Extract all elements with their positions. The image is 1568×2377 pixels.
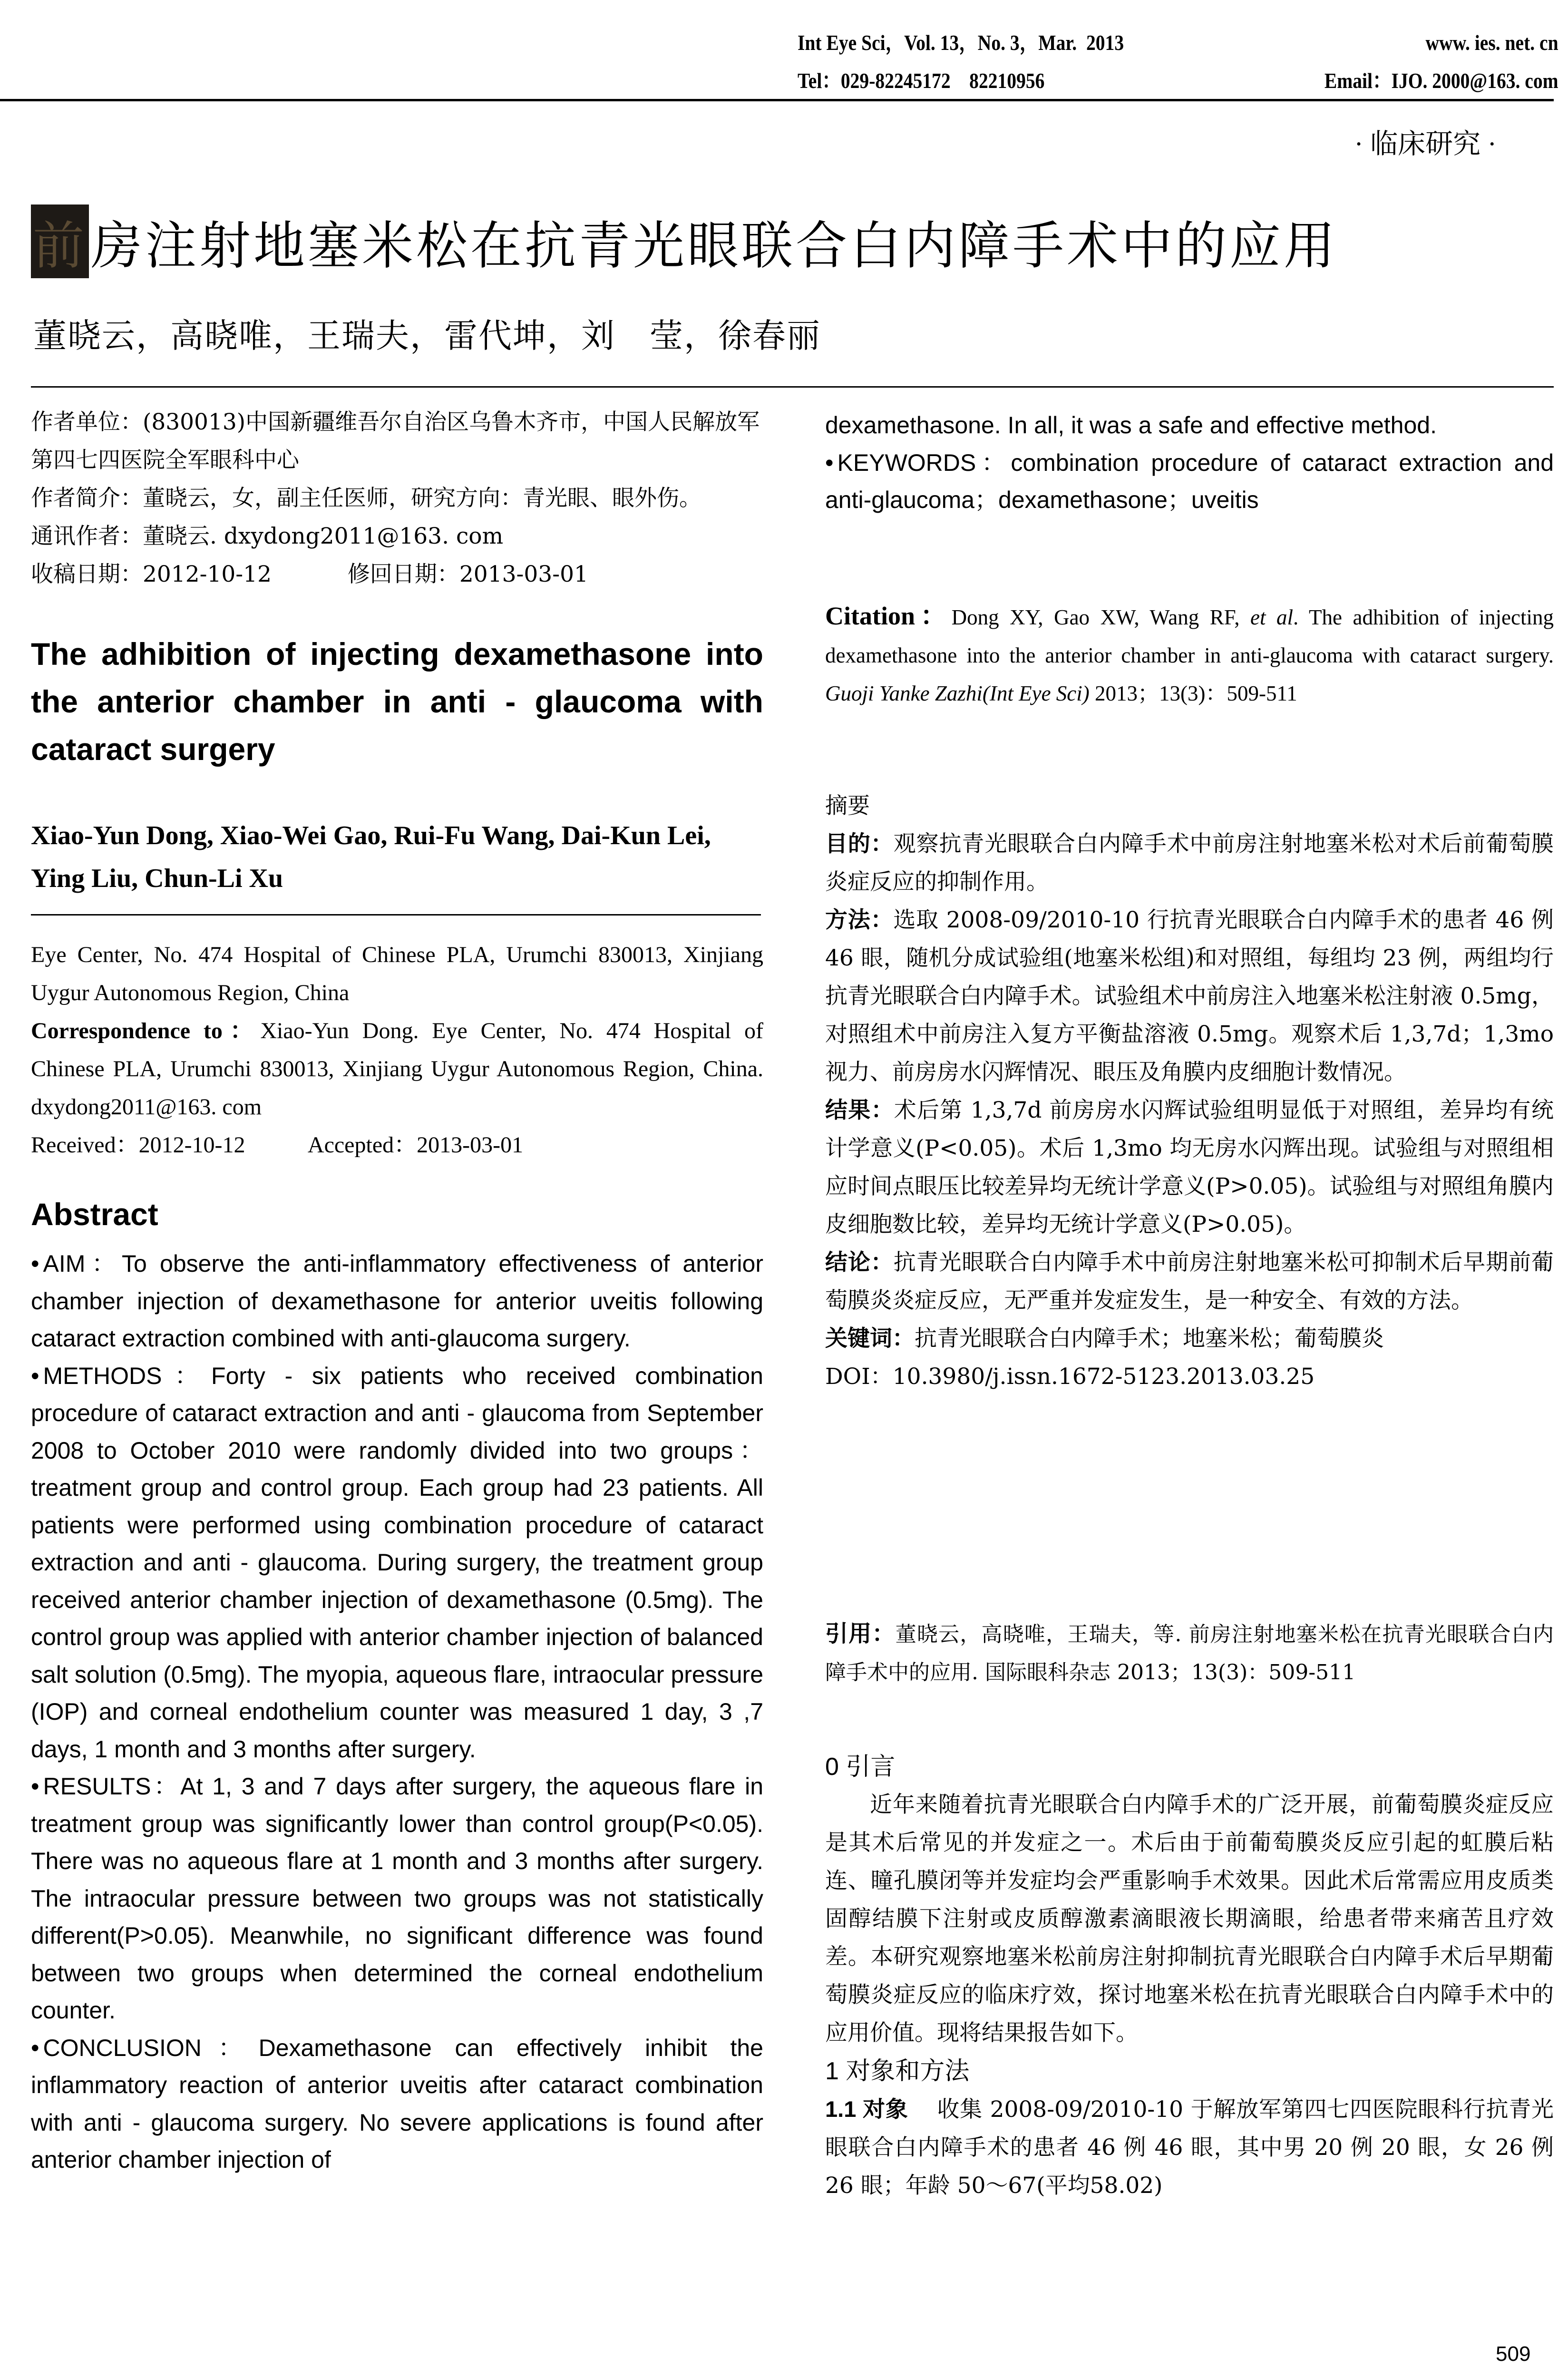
english-affiliation [31,936,763,1164]
cn-methods [825,901,1554,1091]
keywords-label: KEYWORDS： [837,449,1011,476]
results-text: At 1, 3 and 7 days after surgery, the aqueous flare in treatment group was significantly lower than control group(P<0.05). There was no aqueous flare at 1 month and 3 months after surgery. The intraocular pressure between two groups was not statistically different(P>0.05). Meanwhile, no significant difference was found between two groups when determined the corneal endothelium counter. [31,1773,763,2024]
bullet-icon: • [31,1773,39,1800]
citation-text-pre: Dong XY, Gao XW, Wang RF, [951,605,1251,629]
cn-conclusion-label: 结论： [825,1249,894,1276]
chinese-authors: 董晓云，高晓唯，王瑞夫，雷代坤，刘 莹，徐春丽 [33,316,821,355]
conclusion-label: CONCLUSION： [43,2034,259,2061]
header-rule [0,99,1554,101]
authors-rule [31,386,1554,388]
methods-section-heading: 1 对象和方法 [825,2057,970,2085]
author-bio: 作者简介：董晓云，女，副主任医师，研究方向：青光眼、眼外伤。 [31,485,701,511]
abstract-conclusion [31,2029,763,2179]
cn-abstract-heading: 摘要 [825,793,870,819]
journal-email[interactable]: Email：IJO. 2000@163. com [1324,68,1558,93]
intro-heading: 0 引言 [825,1753,896,1781]
intro-paragraph: 近年来随着抗青光眼联合白内障手术的广泛开展，前葡萄膜炎症反应是其术后常见的并发症之一。术后由于前葡萄膜炎反应引起的虹膜后粘连、瞳孔膜闭等并发症均会严重影响手术效果。因此术后常需应用皮质类固醇结膜下注射或皮质醇激素滴眼液长期滴眼，给患者带来痛苦且疗效差。本研究观察地塞米松前房注射抑制抗青光眼联合白内障手术后早期葡萄膜炎症反应的临床疗效，探讨地塞米松在抗青光眼联合白内障手术中的应用价值。现将结果报告如下。 [825,1792,1554,2046]
bullet-icon: • [31,1362,39,1389]
eye-center-address: Eye Center, No. 474 Hospital of Chinese PLA, Urumchi 830013, Xinjiang Uygur Autonomous Region, China [31,942,763,1005]
revised-date-cn: 修回日期：2013-03-01 [347,561,588,587]
chinese-abstract [825,787,1554,1396]
cn-keywords-text: 抗青光眼联合白内障手术；地塞米松；葡萄膜炎 [915,1325,1384,1352]
journal-issue: Int Eye Sci，Vol. 13，No. 3，Mar. 2013 [798,30,1124,55]
running-head-line-2 [798,62,1568,100]
cn-aim [825,825,1554,901]
dates-en [31,1126,763,1164]
bullet-icon: • [825,449,834,476]
methods-label: METHODS： [43,1362,212,1389]
aim-label: AIM： [43,1250,122,1277]
citation-text-mid: . The adhibition of injecting dexamethasone into the anterior chamber in anti-glaucoma with cataract surgery. [825,605,1554,667]
citation-en [825,597,1554,712]
section-tag: · 临床研究 · [1354,128,1497,159]
abstract-keywords [825,444,1554,519]
abstract-body [31,1245,763,2179]
bullet-icon: • [31,2034,39,2061]
abstract-methods [31,1357,763,1768]
accepted-date-en: Accepted：2013-03-01 [307,1132,524,1158]
english-authors: Xiao-Yun Dong, Xiao-Wei Gao, Rui-Fu Wang, Dai-Kun Lei, Ying Liu, Chun-Li Xu [31,821,711,893]
citation-et-al: et al [1250,605,1294,629]
cn-methods-label: 方法： [825,907,894,933]
abstract-heading: Abstract [31,1197,158,1232]
chinese-citation [825,1615,1554,1692]
subjects-text: 收集 2008-09/2010-10 于解放军第四七四医院眼科行抗青光眼联合白内障手术的患者 46 例 46 眼，其中男 20 例 20 眼，女 26 例 26 眼；年龄 50～67(平均58.02) [825,2096,1554,2199]
keywords-text: combination procedure of cataract extraction and anti-glaucoma；dexamethasone；uveitis [825,449,1554,513]
dates-cn [31,555,763,594]
cn-conclusion [825,1244,1554,1320]
citation-label: Citation： [825,602,952,630]
abstract-continued [825,407,1554,519]
journal-tel: Tel：029-82245172 82210956 [798,68,1045,93]
cn-aim-label: 目的： [825,831,894,857]
citation-text-post: 2013；13(3)：509-511 [1089,682,1297,705]
cn-results-text: 术后第 1,3,7d 前房房水闪辉试验组明显低于对照组，差异均有统计学意义(P<0.05)。术后 1,3mo 均无房水闪辉出现。试验组与对照组相应时间点眼压比较差异均无统计学意义(P>0.05)。试验组与对照组角膜内皮细胞数比较，差异均无统计学意义(P>0.05)。 [825,1097,1554,1237]
author-unit: 作者单位：(830013)中国新疆维吾尔自治区乌鲁木齐市，中国人民解放军第四七四医院全军眼科中心 [31,409,760,473]
running-head [798,24,1568,100]
title-first-char: 前 [31,205,89,278]
page-number: 509 [1496,2342,1531,2366]
subjects-paragraph [825,2090,1554,2205]
cn-keywords [825,1320,1554,1358]
abstract-aim [31,1245,763,1357]
aim-text: To observe the anti-inflammatory effectiveness of anterior chamber injection of dexamethasone for anterior uveitis following cataract extraction combined with anti-glaucoma surgery. [31,1250,763,1352]
doi[interactable]: DOI：10.3980/j.issn.1672-5123.2013.03.25 [825,1364,1315,1390]
running-head-line-1 [798,24,1568,62]
cn-results-label: 结果： [825,1097,894,1123]
title-rest: 房注射地塞米松在抗青光眼联合白内障手术中的应用 [91,216,1338,276]
bullet-icon: • [31,1250,39,1277]
english-title: The adhibition of injecting dexamethasone into the anterior chamber in anti - glaucoma with cataract surgery [31,636,763,767]
correspondence [31,1012,763,1126]
chinese-affiliation [31,403,763,594]
conclusion-text-part2: dexamethasone. In all, it was a safe and effective method. [825,412,1437,438]
journal-website[interactable]: www. ies. net. cn [1425,30,1558,55]
correspondence-text: Xiao-Yun Dong. Eye Center, No. 474 Hospital of Chinese PLA, Urumchi 830013, Xinjiang Uygur Autonomous Region, China. dxydong2011@163. com [31,1018,763,1120]
methods-text: Forty - six patients who received combination procedure of cataract extraction and anti - glaucoma from September 2008 to October 2010 were randomly divided into two groups：treatment group and control group. Each group had 23 patients. All patients were performed using combination procedure of cataract extraction and anti - glaucoma. During surgery, the treatment group received anterior chamber injection of dexamethasone (0.5mg). The control group was applied with anterior chamber injection of balanced salt solution (0.5mg). The myopia, aqueous flare, intraocular pressure (IOP) and corneal endothelium counter was measured 1 day, 3 ,7 days, 1 month and 3 months after surgery. [31,1362,763,1763]
cn-keywords-label: 关键词： [825,1325,915,1352]
chinese-title [31,205,1338,278]
received-date-cn: 收稿日期：2012-10-12 [31,561,272,587]
conclusion-text-part1: Dexamethasone can effectively inhibit the inflammatory reaction of anterior uveitis after cataract combination with anti - glaucoma surgery. No severe applications is found after anterior chamber injection of [31,2034,763,2173]
cn-conclusion-text: 抗青光眼联合白内障手术中前房注射地塞米松可抑制术后早期前葡萄膜炎炎症反应，无严重并发症发生，是一种安全、有效的方法。 [825,1249,1554,1314]
subjects-label: 1.1 对象 [825,2096,908,2122]
introduction [825,1748,1554,2205]
citation-journal: Guoji Yanke Zazhi(Int Eye Sci) [825,682,1090,705]
english-authors-rule [31,914,761,916]
corresponding-author: 通讯作者：董晓云. dxydong2011@163. com [31,523,504,549]
cn-citation-label: 引用： [825,1620,896,1647]
abstract-results [31,1768,763,2029]
cn-citation-text: 董晓云，高晓唯，王瑞夫，等. 前房注射地塞米松在抗青光眼联合白内障手术中的应用. 国际眼科杂志 2013；13(3)：509-511 [825,1622,1554,1685]
cn-results [825,1091,1554,1244]
results-label: RESULTS： [43,1773,181,1800]
cn-aim-text: 观察抗青光眼联合白内障手术中前房注射地塞米松对术后前葡萄膜炎症反应的抑制作用。 [825,831,1554,895]
cn-methods-text: 选取 2008-09/2010-10 行抗青光眼联合白内障手术的患者 46 例 46 眼，随机分成试验组(地塞米松组)和对照组，每组均 23 例，两组均行抗青光眼联合白内障手术。试验组术中前房注入地塞米松注射液 0.5mg，对照组术中前房注入复方平衡盐溶液 0.5mg。观察术后 1,3,7d；1,3mo 视力、前房房水闪辉情况、眼压及角膜内皮细胞计数情况。 [825,907,1554,1085]
correspondence-label: Correspondence to： [31,1018,261,1043]
received-date-en: Received：2012-10-12 [31,1132,245,1158]
